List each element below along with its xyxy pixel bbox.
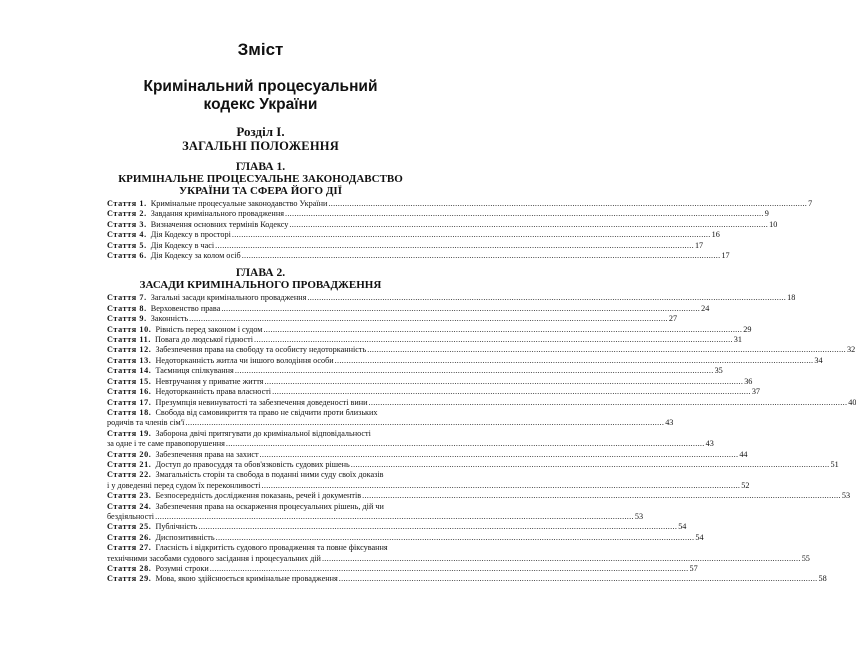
- dot-leader: [234, 366, 715, 376]
- toc-entry[interactable]: [107, 470, 750, 491]
- toc-entry[interactable]: [107, 522, 687, 532]
- chapter1-toc: [107, 199, 813, 261]
- chapter2-name: ЗАСАДИ КРИМІНАЛЬНОГО ПРОВАДЖЕННЯ: [139, 279, 382, 292]
- page-number: 17: [721, 251, 730, 261]
- page-title: Зміст: [237, 40, 284, 59]
- article-number: Стаття 15.: [107, 376, 152, 386]
- toc-entry[interactable]: [107, 293, 796, 303]
- chapter2-heading: [107, 267, 414, 291]
- page-number: 58: [818, 574, 827, 584]
- toc-entry[interactable]: [107, 387, 761, 397]
- toc-entry[interactable]: [107, 449, 748, 460]
- dot-leader: [334, 356, 815, 366]
- toc-entry[interactable]: [107, 335, 742, 345]
- article-title: Невтручання у приватне життя: [155, 376, 264, 386]
- article-number: Стаття 10.: [107, 324, 152, 334]
- toc-entry[interactable]: [107, 355, 823, 366]
- toc-entry[interactable]: [107, 303, 710, 314]
- code-title-line1: Кримінальний процесуальний: [143, 78, 378, 95]
- chapter2-toc: [107, 293, 856, 584]
- dot-leader: [368, 398, 849, 408]
- article-title: Недоторканність права власності: [155, 387, 272, 397]
- toc-entry[interactable]: [107, 251, 730, 261]
- article-title: Заборона двічі притягувати до кримінальної відповідальності: [155, 428, 371, 438]
- page-number: 34: [814, 355, 823, 365]
- dot-leader: [231, 230, 712, 240]
- page-number: 9: [764, 209, 769, 219]
- dot-leader: [306, 293, 787, 303]
- page-number: 32: [846, 345, 856, 355]
- dot-leader: [259, 450, 740, 460]
- article-title: Безпосередність дослідження показань, речей і документів: [155, 491, 362, 501]
- toc-entry-line1: [107, 470, 414, 480]
- page-number: 36: [744, 376, 753, 386]
- toc-entry-line1: [107, 502, 414, 512]
- page-number: 40: [848, 397, 856, 407]
- article-title: Дія Кодексу в просторі: [150, 230, 231, 240]
- article-title: Дія Кодексу в часі: [150, 240, 215, 250]
- page-number: 17: [694, 240, 704, 250]
- article-number: Стаття 5.: [107, 240, 147, 250]
- article-title: Дія Кодексу за колом осіб: [150, 251, 241, 261]
- dot-leader: [215, 533, 696, 543]
- dot-leader: [241, 251, 722, 261]
- article-title-continued: за одне і те саме правопорушення: [107, 439, 225, 449]
- toc-entry[interactable]: [107, 324, 752, 335]
- article-title-continued: технічними засобами судового засідання і процесуальних дій: [107, 553, 321, 563]
- article-title: Кримінальне процесуальне законодавство України: [150, 199, 328, 208]
- dot-leader: [209, 564, 690, 574]
- dot-leader: [350, 460, 831, 470]
- article-title: Забезпечення права на оскарження процесуальних рішень, дій чи: [155, 501, 384, 511]
- article-title-continued: родичів та членів сім'ї: [107, 418, 185, 428]
- toc-entry[interactable]: [107, 219, 778, 230]
- toc-entry[interactable]: [107, 345, 856, 355]
- code-title-line2: кодекс України: [203, 96, 318, 113]
- article-title: Публічність: [155, 522, 198, 532]
- dot-leader: [263, 377, 744, 387]
- article-title: Змагальність сторін та свобода в поданні ними суду своїх доказів: [155, 470, 384, 480]
- article-number: Стаття 17.: [107, 397, 152, 407]
- dot-leader: [338, 574, 819, 584]
- toc-entry-line2: [107, 439, 714, 449]
- dot-leader: [225, 439, 706, 449]
- dot-leader: [197, 522, 678, 532]
- article-title: Гласність і відкритість судового провадження та повне фіксування: [155, 543, 388, 553]
- article-number: Стаття 3.: [107, 219, 147, 229]
- toc-entry[interactable]: [107, 459, 839, 470]
- article-number: Стаття 11.: [107, 335, 152, 345]
- article-title: Презумпція невинуватості та забезпечення доведеності вини: [155, 397, 368, 407]
- toc-entry-line2: [107, 480, 750, 491]
- page-number: 7: [808, 199, 813, 208]
- article-title: Забезпечення права на свободу та особисту недоторканність: [155, 345, 367, 355]
- article-title: Завдання кримінального провадження: [150, 209, 284, 219]
- article-title: Рівність перед законом і судом: [155, 324, 263, 334]
- page-number: 16: [711, 230, 720, 240]
- article-number: Стаття 7.: [107, 293, 147, 303]
- page-number: 57: [689, 564, 698, 573]
- page-number: 24: [701, 303, 710, 313]
- article-number: Стаття 16.: [107, 387, 152, 397]
- article-number: Стаття 24.: [107, 501, 152, 511]
- article-number: Стаття 4.: [107, 230, 147, 240]
- code-title: [107, 78, 414, 114]
- page-number: 54: [678, 522, 687, 532]
- article-title: Визначення основних термінів Кодексу: [150, 219, 289, 229]
- dot-leader: [253, 335, 734, 345]
- page-number: 55: [801, 553, 810, 563]
- toc-entry[interactable]: [107, 314, 678, 324]
- article-title: Доступ до правосуддя та обов'язковість судових рішень: [155, 459, 350, 469]
- article-number: Стаття 1.: [107, 199, 147, 208]
- dot-leader: [327, 199, 808, 209]
- toc-entry-line2: [107, 553, 810, 564]
- dot-leader: [366, 345, 847, 355]
- page-number: 29: [743, 324, 752, 334]
- article-title: Розумні строки: [155, 564, 209, 573]
- article-number: Стаття 25.: [107, 522, 152, 532]
- dot-leader: [261, 481, 742, 491]
- page-number: 10: [769, 219, 778, 229]
- toc-entry[interactable]: [107, 532, 704, 543]
- page-number: 43: [665, 418, 674, 428]
- toc-page: [0, 40, 856, 651]
- page-number: 51: [830, 459, 839, 469]
- chapter1-heading: [107, 161, 414, 197]
- dot-leader: [188, 314, 669, 324]
- dot-leader: [184, 418, 665, 428]
- page-number: 44: [739, 449, 748, 459]
- article-title: Законність: [150, 314, 189, 324]
- chapter1-name-line2: УКРАЇНИ ТА СФЕРА ЙОГО ДІЇ: [179, 185, 342, 197]
- article-title: Свобода від самовикриття та право не свідчити проти близьких: [155, 407, 378, 417]
- dot-leader: [321, 554, 802, 564]
- page-number: 37: [751, 387, 761, 397]
- article-title-continued: бездіяльності: [107, 511, 155, 521]
- chapter1-name-line1: КРИМІНАЛЬНЕ ПРОЦЕСУАЛЬНЕ ЗАКОНОДАВСТВО: [118, 173, 403, 185]
- article-number: Стаття 2.: [107, 209, 147, 219]
- dot-leader: [288, 220, 769, 230]
- page-number: 53: [634, 511, 644, 521]
- article-title: Мова, якою здійснюється кримінальне провадження: [155, 574, 338, 584]
- article-number: Стаття 12.: [107, 345, 152, 355]
- article-title: Загальні засади кримінального провадження: [150, 293, 307, 303]
- article-title-continued: і у доведенні перед судом їх переконливості: [107, 480, 261, 490]
- toc-entry-line2: [107, 418, 674, 428]
- article-number: Стаття 14.: [107, 366, 152, 376]
- article-title: Диспозитивність: [155, 532, 215, 542]
- article-number: Стаття 21.: [107, 459, 152, 469]
- article-number: Стаття 27.: [107, 543, 152, 553]
- toc-entry[interactable]: [107, 376, 753, 387]
- article-number: Стаття 6.: [107, 251, 147, 261]
- toc-entry-line2: [107, 511, 644, 522]
- article-number: Стаття 8.: [107, 303, 147, 313]
- toc-entry[interactable]: [107, 491, 851, 501]
- chapter1-label: ГЛАВА 1.: [235, 161, 286, 173]
- page-number: 35: [714, 366, 723, 376]
- page-number: 52: [741, 480, 750, 490]
- toc-entry[interactable]: [107, 501, 644, 523]
- page-number: 18: [787, 293, 796, 303]
- article-number: Стаття 20.: [107, 449, 152, 459]
- section-label: Розділ I.: [236, 124, 285, 139]
- toc-entry[interactable]: [107, 199, 813, 209]
- toc-entry[interactable]: [107, 564, 698, 574]
- dot-leader: [262, 325, 743, 335]
- toc-entry-line1: [107, 408, 414, 418]
- page-number: 27: [668, 314, 678, 324]
- dot-leader: [154, 512, 635, 522]
- article-number: Стаття 23.: [107, 491, 152, 501]
- article-title: Повага до людської гідності: [155, 335, 254, 345]
- section-name: ЗАГАЛЬНІ ПОЛОЖЕННЯ: [182, 139, 339, 153]
- article-number: Стаття 29.: [107, 574, 152, 584]
- dot-leader: [361, 491, 842, 501]
- toc-entry[interactable]: [107, 240, 704, 251]
- toc-entry[interactable]: [107, 230, 720, 240]
- article-number: Стаття 19.: [107, 428, 152, 438]
- toc-entry[interactable]: [107, 366, 723, 376]
- dot-leader: [284, 209, 765, 219]
- toc-entry[interactable]: [107, 209, 769, 219]
- article-title: Забезпечення права на захист: [155, 449, 259, 459]
- article-number: Стаття 18.: [107, 407, 152, 417]
- toc-entry[interactable]: [107, 543, 810, 564]
- toc-entry-line1: [107, 429, 414, 439]
- section-heading: [107, 124, 414, 154]
- toc-entry[interactable]: [107, 574, 827, 584]
- article-title: Недоторканність житла чи іншого володіння особи: [155, 355, 334, 365]
- toc-entry[interactable]: [107, 428, 714, 450]
- toc-entry-line1: [107, 543, 414, 553]
- toc-entry[interactable]: [107, 397, 856, 408]
- dot-leader: [271, 387, 752, 397]
- article-number: Стаття 26.: [107, 532, 152, 542]
- page-number: 53: [841, 491, 851, 501]
- article-title: Таємниця спілкування: [155, 366, 234, 376]
- article-title: Верховенство права: [150, 303, 221, 313]
- dot-leader: [220, 304, 701, 314]
- article-number: Стаття 9.: [107, 314, 147, 324]
- page-number: 31: [733, 335, 742, 345]
- page-number: 43: [705, 439, 714, 449]
- article-number: Стаття 22.: [107, 470, 152, 480]
- article-number: Стаття 13.: [107, 355, 152, 365]
- article-number: Стаття 28.: [107, 564, 152, 573]
- toc-entry[interactable]: [107, 407, 674, 429]
- page-number: 54: [695, 532, 704, 542]
- dot-leader: [214, 241, 695, 251]
- chapter2-label: ГЛАВА 2.: [235, 267, 286, 280]
